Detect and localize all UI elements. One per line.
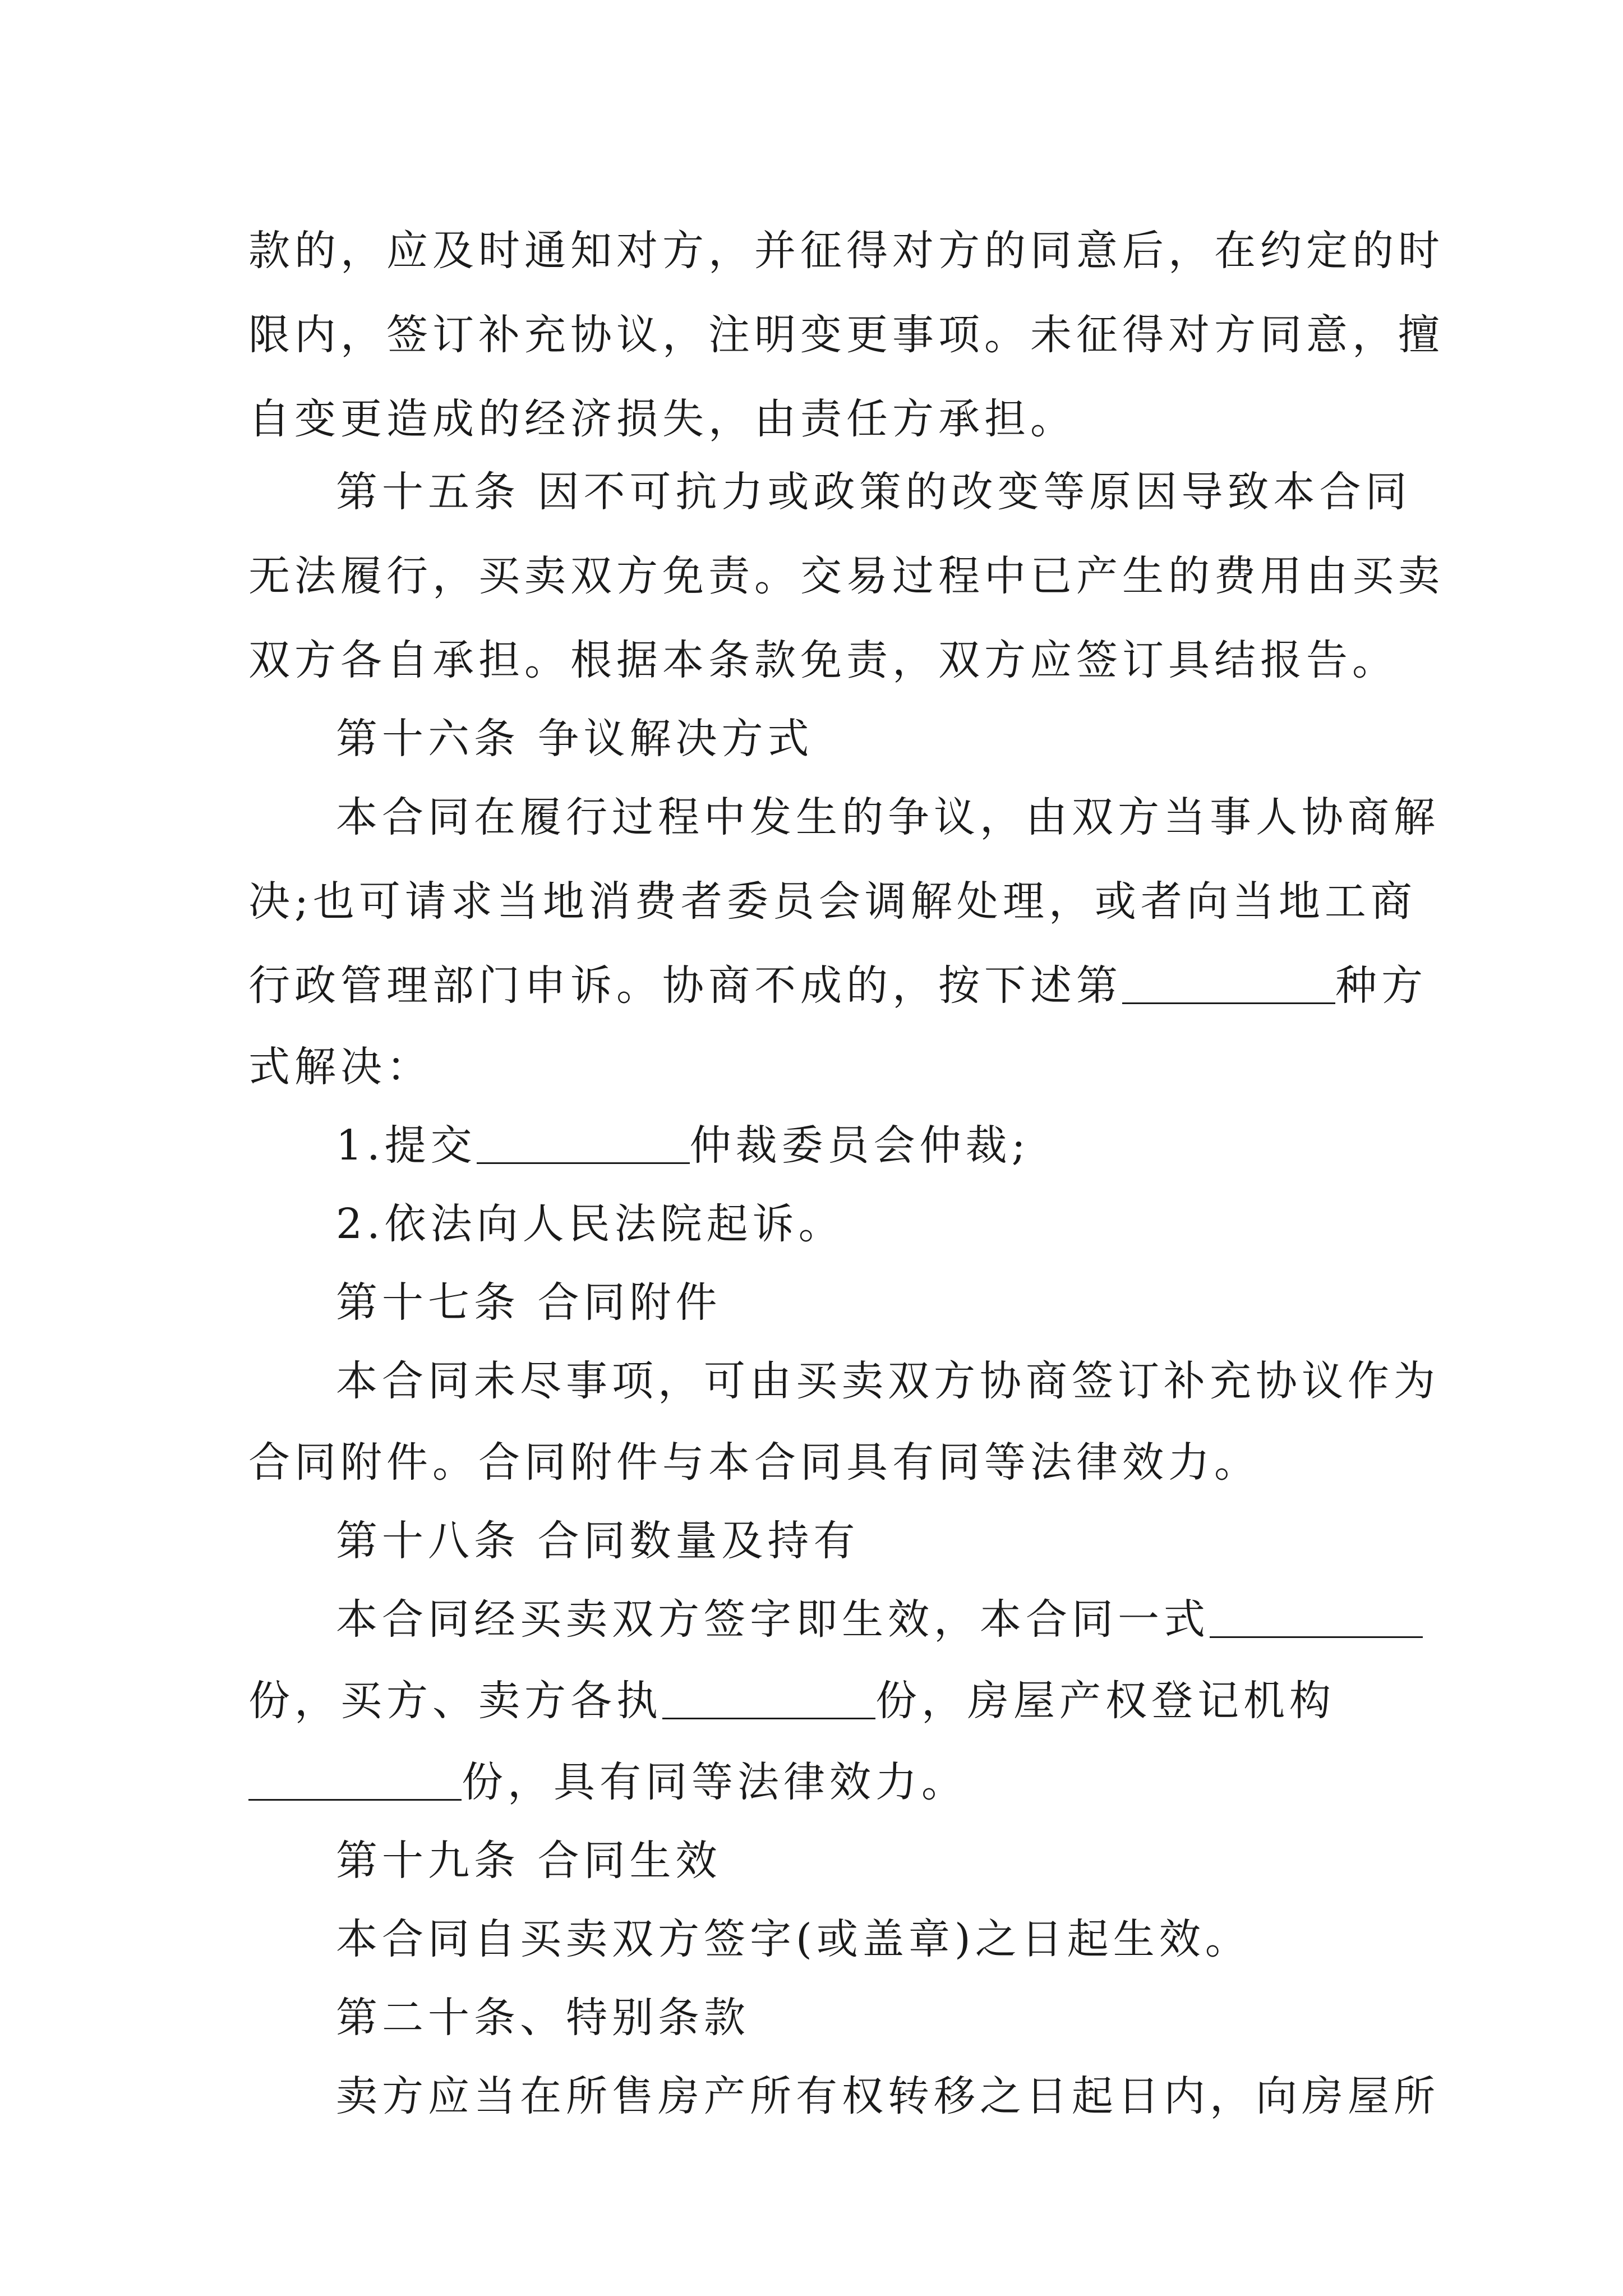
paragraph-line: 式解决： [248, 1043, 432, 1091]
paragraph-line: 份，买方、卖方各执 份，房屋产权登记机构 [248, 1677, 1335, 1725]
paragraph-line: 本合同未尽事项，可由买卖双方协商签订补充协议作为 [336, 1357, 1440, 1405]
list-item: 1.提交 仲裁委员会仲裁; [336, 1121, 1030, 1170]
paragraph-line: 自变更造成的经济损失，由责任方承担。 [248, 395, 1076, 443]
paragraph-line: 合同附件。合同附件与本合同具有同等法律效力。 [248, 1438, 1260, 1487]
paragraph-line: 限内，签订补充协议，注明变更事项。未征得对方同意，擅 [248, 311, 1444, 359]
paragraph-line: 本合同经买卖双方签字即生效，本合同一式 [336, 1577, 1423, 1662]
fill-blank[interactable] [1122, 969, 1335, 1004]
article-16-heading: 第十六条 争议解决方式 [336, 715, 814, 763]
paragraph-line: 双方各自承担。根据本条款免责，双方应签订具结报告。 [248, 636, 1398, 684]
article-15-line: 第十五条 因不可抗力或政策的改变等原因导致本合同 [336, 468, 1412, 516]
fill-blank[interactable] [662, 1684, 875, 1719]
paragraph-line: 卖方应当在所售房产所有权转移之日起日内，向房屋所 [336, 2072, 1440, 2120]
list-item: 2.依法向人民法院起诉。 [336, 1200, 845, 1248]
paragraph-line: 行政管理部门申诉。协商不成的，按下述第 种方 [248, 961, 1427, 1010]
paragraph-line: 无法履行，买卖双方免责。交易过程中已产生的费用由买卖 [248, 552, 1444, 600]
paragraph-line: 本合同在履行过程中发生的争议，由双方当事人协商解 [336, 793, 1440, 841]
paragraph-line: 款的，应及时通知对方，并征得对方的同意后，在约定的时 [248, 227, 1444, 275]
article-20-heading: 第二十条、特别条款 [336, 1994, 750, 2042]
fill-blank[interactable] [477, 1129, 690, 1164]
paragraph-line: 本合同自买卖双方签字(或盖章)之日起生效。 [336, 1915, 1251, 1963]
fill-blank[interactable] [248, 1765, 462, 1801]
paragraph-line: 决;也可请求当地消费者委员会调解处理，或者向当地工商 [248, 877, 1417, 926]
article-19-heading: 第十九条 合同生效 [336, 1837, 722, 1885]
fill-blank[interactable] [1210, 1603, 1423, 1638]
article-18-heading: 第十八条 合同数量及持有 [336, 1517, 860, 1565]
article-17-heading: 第十七条 合同附件 [336, 1278, 722, 1327]
paragraph-line: 份，具有同等法律效力。 [248, 1740, 967, 1824]
